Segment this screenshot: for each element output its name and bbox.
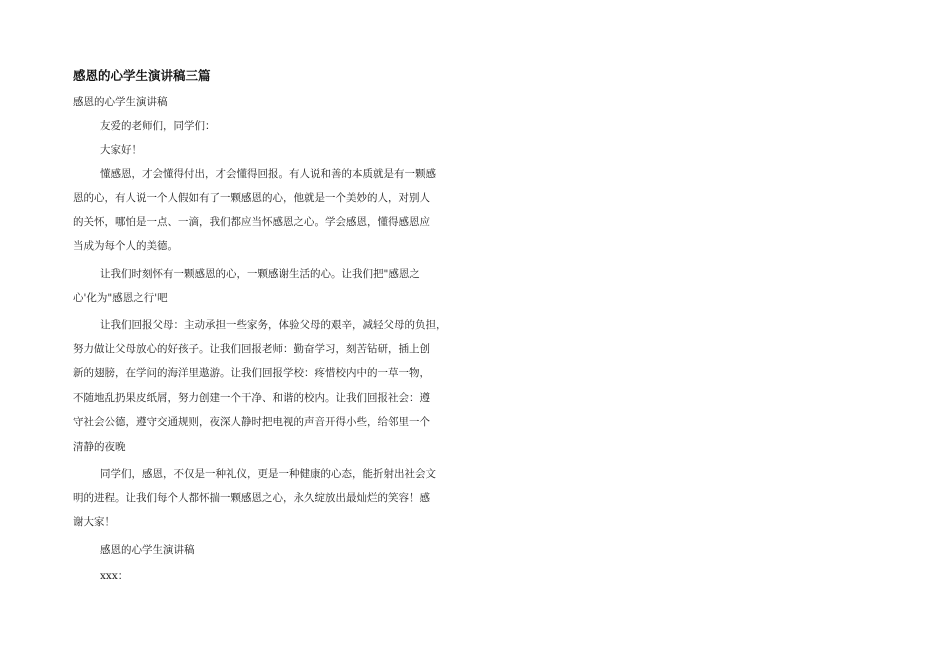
paragraph-line: 明的进程。让我们每个人都怀揣一颗感恩之心，永久绽放出最灿烂的笑容！感 — [73, 492, 430, 504]
paragraph-line: 谢大家！ — [73, 516, 115, 528]
salutation-line: xxx： — [100, 570, 129, 582]
subtitle-line: 感恩的心学生演讲稿 — [73, 96, 168, 108]
paragraph-line: 的关怀，哪怕是一点、一滴，我们都应当怀感恩之心。学会感恩，懂得感恩应 — [73, 216, 430, 228]
paragraph-line: 同学们，感恩，不仅是一种礼仪，更是一种健康的心态，能折射出社会文 — [100, 468, 436, 480]
paragraph-line: 新的翅膀，在学问的海洋里遨游。让我们回报学校：疼惜校内中的一草一物， — [73, 367, 430, 379]
paragraph-line: 懂感恩，才会懂得付出，才会懂得回报。有人说和善的本质就是有一颗感 — [100, 168, 436, 180]
paragraph-line: 心'化为"感恩之行'吧 — [73, 292, 168, 304]
paragraph-line: 当成为每个人的美德。 — [73, 240, 178, 252]
paragraph-line: 恩的心，有人说一个人假如有了一颗感恩的心，他就是一个美妙的人，对别人 — [73, 192, 430, 204]
paragraph-line: 清静的夜晚 — [73, 441, 126, 453]
section-heading-line: 感恩的心学生演讲稿 — [100, 544, 195, 556]
paragraph-line: 守社会公德，遵守交通规则，夜深人静时把电视的声音开得小些，给邻里一个 — [73, 416, 430, 428]
paragraph-line: 让我们时刻怀有一颗感恩的心，一颗感谢生活的心。让我们把"感恩之 — [100, 268, 420, 280]
greeting-line: 友爱的老师们，同学们： — [100, 120, 216, 132]
paragraph-line: 不随地乱扔果皮纸屑，努力创建一个干净、和谐的校内。让我们回报社会：遵 — [73, 392, 430, 404]
paragraph-line: 努力做让父母放心的好孩子。让我们回报老师：勤奋学习，刻苦钻研，插上创 — [73, 343, 430, 355]
paragraph-line: 让我们回报父母：主动承担一些家务，体验父母的艰辛，减轻父母的负担， — [100, 319, 447, 331]
document-title: 感恩的心学生演讲稿三篇 — [73, 68, 211, 83]
hello-line: 大家好！ — [100, 144, 142, 156]
